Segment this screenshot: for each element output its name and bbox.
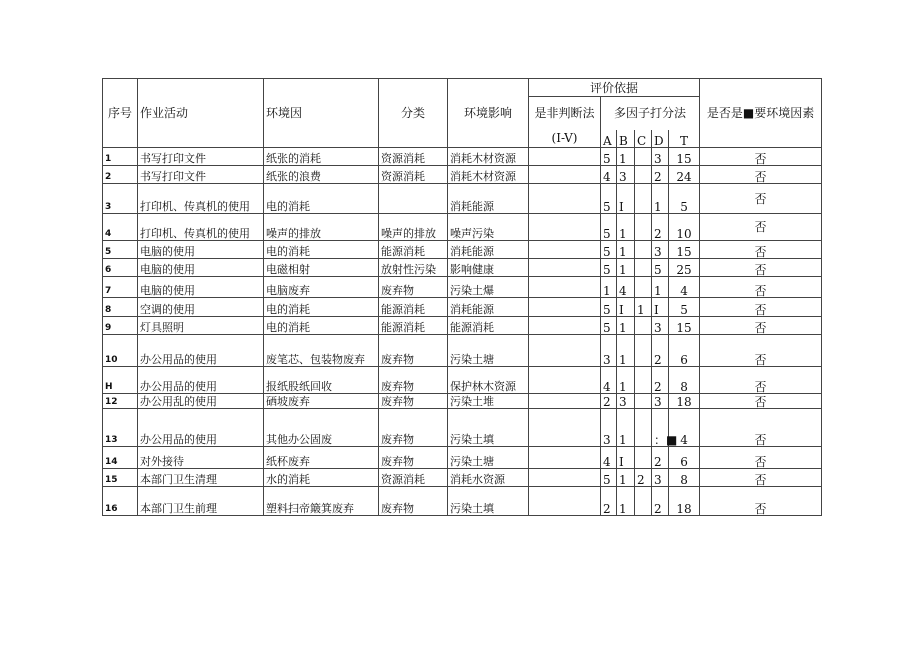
row-category: 能源消耗 — [379, 298, 448, 317]
row-score-t: 24 — [669, 166, 700, 184]
row-factor: 报纸股纸回收 — [264, 367, 379, 394]
header-impact: 环境影响 — [448, 79, 529, 148]
row-impact: 污染土塘 — [448, 447, 529, 469]
row-activity: 办公用品的使用 — [138, 335, 264, 367]
row-activity: 办公用乱的使用 — [138, 394, 264, 409]
header-seq: 序号 — [103, 79, 138, 148]
row-score-d: 1 — [652, 277, 669, 298]
row-seq: 6 — [103, 259, 138, 277]
row-score-c — [635, 259, 652, 277]
row-seq: 9 — [103, 317, 138, 335]
row-judge — [529, 148, 601, 166]
row-category: 放射性污染 — [379, 259, 448, 277]
row-judge — [529, 409, 601, 447]
row-result: 否 — [700, 214, 822, 241]
row-score-a: 5 — [601, 259, 617, 277]
row-activity: 电脑的使用 — [138, 277, 264, 298]
row-score-b: 1 — [617, 241, 635, 259]
row-judge — [529, 241, 601, 259]
row-activity: 对外接待 — [138, 447, 264, 469]
row-score-b: 1 — [617, 148, 635, 166]
row-score-c — [635, 367, 652, 394]
row-factor: 硒坡废弃 — [264, 394, 379, 409]
row-score-b: 1 — [617, 317, 635, 335]
row-result: 否 — [700, 335, 822, 367]
row-score-c — [635, 447, 652, 469]
row-judge — [529, 166, 601, 184]
row-score-a: 3 — [601, 409, 617, 447]
row-score-a: 4 — [601, 166, 617, 184]
row-factor: 电的消耗 — [264, 317, 379, 335]
row-activity: 电脑的使用 — [138, 241, 264, 259]
row-impact: 噪声污染 — [448, 214, 529, 241]
row-factor: 其他办公固废 — [264, 409, 379, 447]
row-impact: 保护林木资源 — [448, 367, 529, 394]
row-seq: 1 — [103, 148, 138, 166]
row-category: 废弃物 — [379, 409, 448, 447]
row-score-t: 15 — [669, 317, 700, 335]
row-category: 能源消耗 — [379, 317, 448, 335]
row-activity: 打印机、传真机的使用 — [138, 184, 264, 214]
row-score-d: I — [652, 298, 669, 317]
row-activity: 办公用品的使用 — [138, 409, 264, 447]
row-impact: 影响健康 — [448, 259, 529, 277]
row-score-c — [635, 184, 652, 214]
row-category: 废弃物 — [379, 277, 448, 298]
header-basis: 评价依据 — [529, 79, 700, 97]
header-category: 分类 — [379, 79, 448, 148]
row-judge — [529, 214, 601, 241]
row-seq: 7 — [103, 277, 138, 298]
row-result: 否 — [700, 367, 822, 394]
row-factor: 电的消耗 — [264, 184, 379, 214]
row-score-c — [635, 394, 652, 409]
table-row — [103, 335, 822, 367]
row-score-c — [635, 241, 652, 259]
row-score-c — [635, 166, 652, 184]
header-activity: 作业活动 — [138, 79, 264, 148]
row-result: 否 — [700, 487, 822, 516]
row-score-d: 2 — [652, 447, 669, 469]
table-row — [103, 241, 822, 259]
table-row — [103, 259, 822, 277]
table-row — [103, 166, 822, 184]
row-score-b: I — [617, 298, 635, 317]
environmental-factor-table — [102, 78, 822, 516]
row-score-d: 3 — [652, 394, 669, 409]
row-score-d: 2 — [652, 214, 669, 241]
row-judge — [529, 394, 601, 409]
row-judge — [529, 259, 601, 277]
row-score-c — [635, 214, 652, 241]
header-b: B — [617, 130, 635, 148]
row-score-b: I — [617, 184, 635, 214]
row-activity: 电脑的使用 — [138, 259, 264, 277]
row-result: 否 — [700, 184, 822, 214]
row-activity: 打印机、传真机的使用 — [138, 214, 264, 241]
row-result: 否 — [700, 259, 822, 277]
row-seq: 14 — [103, 447, 138, 469]
row-score-d: ：■ — [652, 409, 669, 447]
row-impact: 污染土填 — [448, 487, 529, 516]
row-activity: 灯具照明 — [138, 317, 264, 335]
header-result: 是否是■要环境因素 — [700, 79, 822, 148]
row-category: 噪声的排放 — [379, 214, 448, 241]
row-factor: 水的消耗 — [264, 469, 379, 487]
row-score-c — [635, 148, 652, 166]
row-seq: 16 — [103, 487, 138, 516]
header-judge: 是非判断法 — [529, 97, 601, 130]
row-impact: 消耗木材资源 — [448, 148, 529, 166]
row-score-t: 4 — [669, 277, 700, 298]
row-score-d: 2 — [652, 487, 669, 516]
row-factor: 电脑废弃 — [264, 277, 379, 298]
row-score-t: 5 — [669, 298, 700, 317]
row-impact: 能源消耗 — [448, 317, 529, 335]
row-category: 资源消耗 — [379, 469, 448, 487]
row-score-b: 4 — [617, 277, 635, 298]
row-score-a: 5 — [601, 469, 617, 487]
row-activity: 书写打印文件 — [138, 166, 264, 184]
table-row — [103, 487, 822, 516]
row-result: 否 — [700, 148, 822, 166]
row-result: 否 — [700, 469, 822, 487]
row-result: 否 — [700, 409, 822, 447]
row-seq: 15 — [103, 469, 138, 487]
table-row — [103, 214, 822, 241]
row-impact: 消耗能源 — [448, 298, 529, 317]
row-seq: 3 — [103, 184, 138, 214]
header-factor: 环境因 — [264, 79, 379, 148]
row-activity: 空调的使用 — [138, 298, 264, 317]
row-factor: 纸张的消耗 — [264, 148, 379, 166]
row-impact: 消耗水资源 — [448, 469, 529, 487]
row-seq: 13 — [103, 409, 138, 447]
row-score-a: 4 — [601, 447, 617, 469]
row-judge — [529, 487, 601, 516]
header-c: C — [635, 130, 652, 148]
row-category: 废弃物 — [379, 487, 448, 516]
row-seq: 2 — [103, 166, 138, 184]
row-score-t: 15 — [669, 148, 700, 166]
row-category: 能源消耗 — [379, 241, 448, 259]
row-seq: 5 — [103, 241, 138, 259]
row-score-b: 1 — [617, 409, 635, 447]
row-score-b: 1 — [617, 469, 635, 487]
row-score-c — [635, 277, 652, 298]
table-row — [103, 394, 822, 409]
row-score-a: 2 — [601, 487, 617, 516]
row-category: 废弃物 — [379, 447, 448, 469]
row-score-d: 2 — [652, 367, 669, 394]
row-impact: 消耗能源 — [448, 184, 529, 214]
row-score-a: 1 — [601, 277, 617, 298]
row-result: 否 — [700, 298, 822, 317]
row-score-t: 5 — [669, 184, 700, 214]
row-score-b: I — [617, 447, 635, 469]
row-factor: 塑料扫帝簸箕废弃 — [264, 487, 379, 516]
row-factor: 噪声的排放 — [264, 214, 379, 241]
row-score-b: 1 — [617, 367, 635, 394]
row-score-t: 25 — [669, 259, 700, 277]
row-judge — [529, 469, 601, 487]
row-impact: 消耗木材资源 — [448, 166, 529, 184]
row-seq: H — [103, 367, 138, 394]
row-seq: 8 — [103, 298, 138, 317]
row-score-b: 1 — [617, 214, 635, 241]
table-row — [103, 277, 822, 298]
row-score-d: 5 — [652, 259, 669, 277]
row-seq: 12 — [103, 394, 138, 409]
row-impact: 污染土填 — [448, 409, 529, 447]
row-score-c — [635, 487, 652, 516]
table-row — [103, 317, 822, 335]
row-activity: 书写打印文件 — [138, 148, 264, 166]
row-result: 否 — [700, 241, 822, 259]
row-score-t: 8 — [669, 367, 700, 394]
row-result: 否 — [700, 166, 822, 184]
table-row — [103, 184, 822, 214]
table-row — [103, 148, 822, 166]
row-score-t: 15 — [669, 241, 700, 259]
row-activity: 本部门卫生前理 — [138, 487, 264, 516]
row-seq: 4 — [103, 214, 138, 241]
row-impact: 消耗能源 — [448, 241, 529, 259]
row-judge — [529, 317, 601, 335]
header-judge-sub: (I-V) — [529, 130, 601, 148]
row-result: 否 — [700, 317, 822, 335]
header-t: T — [669, 130, 700, 148]
row-score-t: 6 — [669, 335, 700, 367]
row-score-t: 8 — [669, 469, 700, 487]
row-factor: 纸杯废弃 — [264, 447, 379, 469]
header-d: D — [652, 130, 669, 148]
row-result: 否 — [700, 447, 822, 469]
table-row — [103, 367, 822, 394]
row-score-c — [635, 317, 652, 335]
table-row — [103, 447, 822, 469]
row-score-c — [635, 335, 652, 367]
row-score-a: 5 — [601, 298, 617, 317]
row-score-d: 3 — [652, 469, 669, 487]
row-factor: 电的消耗 — [264, 241, 379, 259]
row-score-d: 1 — [652, 184, 669, 214]
row-score-c: 2 — [635, 469, 652, 487]
row-factor: 纸张的浪费 — [264, 166, 379, 184]
row-score-a: 5 — [601, 184, 617, 214]
row-category: 资源消耗 — [379, 148, 448, 166]
row-score-t: 6 — [669, 447, 700, 469]
row-judge — [529, 184, 601, 214]
row-judge — [529, 277, 601, 298]
row-impact: 污染土塘 — [448, 335, 529, 367]
row-category: 废弃物 — [379, 335, 448, 367]
row-judge — [529, 298, 601, 317]
row-score-a: 5 — [601, 214, 617, 241]
table-row — [103, 469, 822, 487]
row-judge — [529, 447, 601, 469]
row-result: 否 — [700, 277, 822, 298]
row-score-b: 3 — [617, 394, 635, 409]
row-score-d: 3 — [652, 148, 669, 166]
row-score-t: 10 — [669, 214, 700, 241]
row-score-a: 5 — [601, 148, 617, 166]
row-impact: 污染土堆 — [448, 394, 529, 409]
row-impact: 污染土爆 — [448, 277, 529, 298]
row-score-a: 4 — [601, 367, 617, 394]
row-activity: 办公用品的使用 — [138, 367, 264, 394]
row-category: 废弃物 — [379, 367, 448, 394]
row-score-c: 1 — [635, 298, 652, 317]
row-score-a: 2 — [601, 394, 617, 409]
row-result: 否 — [700, 394, 822, 409]
row-factor: 电磁相射 — [264, 259, 379, 277]
row-factor: 电的消耗 — [264, 298, 379, 317]
row-score-d: 3 — [652, 241, 669, 259]
table-row — [103, 409, 822, 447]
row-score-d: 2 — [652, 166, 669, 184]
row-score-b: 1 — [617, 487, 635, 516]
table-body — [103, 148, 822, 516]
row-score-a: 5 — [601, 317, 617, 335]
header-multi: 多因子打分法 — [601, 97, 700, 130]
row-score-t: 18 — [669, 394, 700, 409]
row-category: 废弃物 — [379, 394, 448, 409]
table-row — [103, 298, 822, 317]
row-score-b: 1 — [617, 259, 635, 277]
row-score-t: 4 — [669, 409, 700, 447]
row-score-d: 2 — [652, 335, 669, 367]
row-score-b: 3 — [617, 166, 635, 184]
row-category: 资源消耗 — [379, 166, 448, 184]
header-a: A — [601, 130, 617, 148]
row-judge — [529, 335, 601, 367]
row-score-b: 1 — [617, 335, 635, 367]
row-activity: 本部门卫生清理 — [138, 469, 264, 487]
row-judge — [529, 367, 601, 394]
row-factor: 废笔芯、包装物废弃 — [264, 335, 379, 367]
row-seq: 10 — [103, 335, 138, 367]
row-score-c — [635, 409, 652, 447]
row-score-t: 18 — [669, 487, 700, 516]
row-score-d: 3 — [652, 317, 669, 335]
row-category — [379, 184, 448, 214]
row-score-a: 5 — [601, 241, 617, 259]
row-score-a: 3 — [601, 335, 617, 367]
